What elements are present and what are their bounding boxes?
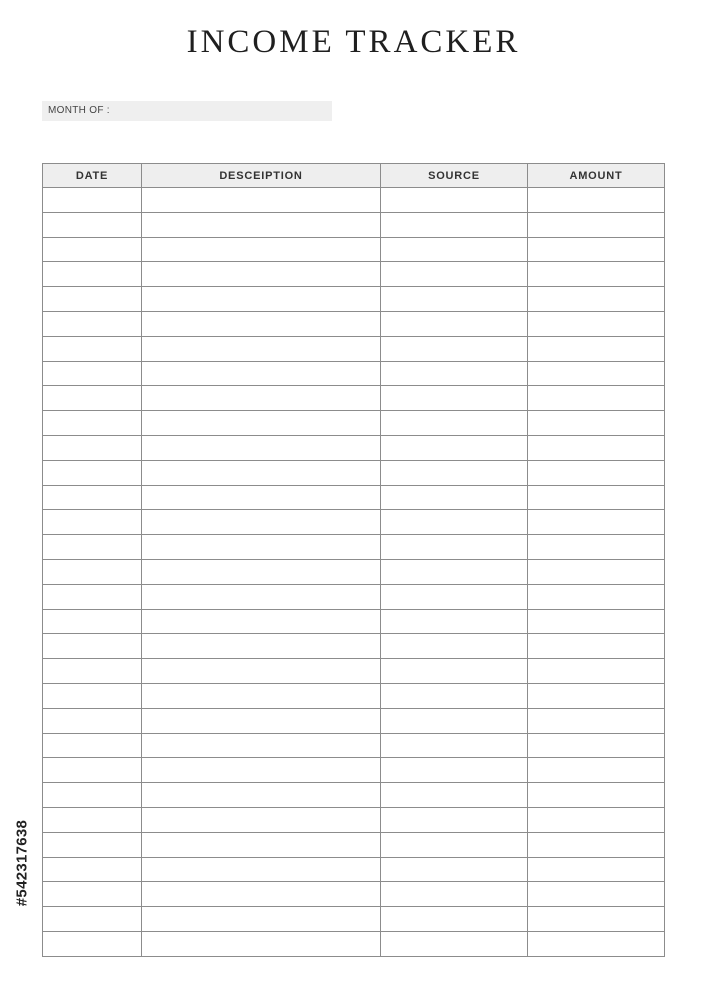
description-cell[interactable] xyxy=(142,634,381,659)
source-cell[interactable] xyxy=(381,262,528,287)
amount-cell[interactable] xyxy=(528,460,665,485)
table-row xyxy=(43,485,665,510)
date-cell[interactable] xyxy=(43,708,142,733)
amount-cell[interactable] xyxy=(528,857,665,882)
description-cell[interactable] xyxy=(142,188,381,213)
source-cell[interactable] xyxy=(381,659,528,684)
date-cell[interactable] xyxy=(43,262,142,287)
table-row xyxy=(43,535,665,560)
description-cell[interactable] xyxy=(142,609,381,634)
amount-cell[interactable] xyxy=(528,609,665,634)
description-cell[interactable] xyxy=(142,683,381,708)
amount-cell[interactable] xyxy=(528,535,665,560)
date-cell[interactable] xyxy=(43,882,142,907)
table-row xyxy=(43,510,665,535)
description-cell[interactable] xyxy=(142,435,381,460)
date-cell[interactable] xyxy=(43,188,142,213)
source-cell[interactable] xyxy=(381,188,528,213)
amount-cell[interactable] xyxy=(528,758,665,783)
amount-cell[interactable] xyxy=(528,832,665,857)
amount-cell[interactable] xyxy=(528,287,665,312)
amount-cell[interactable] xyxy=(528,634,665,659)
table-body xyxy=(43,188,665,957)
description-cell[interactable] xyxy=(142,758,381,783)
date-cell[interactable] xyxy=(43,386,142,411)
description-cell[interactable] xyxy=(142,460,381,485)
table-row xyxy=(43,386,665,411)
amount-cell[interactable] xyxy=(528,559,665,584)
description-cell[interactable] xyxy=(142,411,381,436)
amount-cell[interactable] xyxy=(528,411,665,436)
table-row xyxy=(43,262,665,287)
amount-cell[interactable] xyxy=(528,807,665,832)
date-cell[interactable] xyxy=(43,237,142,262)
source-cell[interactable] xyxy=(381,683,528,708)
description-cell[interactable] xyxy=(142,584,381,609)
amount-cell[interactable] xyxy=(528,907,665,932)
source-cell[interactable] xyxy=(381,931,528,956)
amount-cell[interactable] xyxy=(528,435,665,460)
amount-cell[interactable] xyxy=(528,683,665,708)
date-cell[interactable] xyxy=(43,485,142,510)
date-cell[interactable] xyxy=(43,807,142,832)
amount-cell[interactable] xyxy=(528,659,665,684)
source-cell[interactable] xyxy=(381,386,528,411)
source-cell[interactable] xyxy=(381,237,528,262)
source-cell[interactable] xyxy=(381,758,528,783)
table-row xyxy=(43,361,665,386)
date-cell[interactable] xyxy=(43,287,142,312)
date-cell[interactable] xyxy=(43,758,142,783)
source-cell[interactable] xyxy=(381,708,528,733)
source-cell[interactable] xyxy=(381,435,528,460)
description-cell[interactable] xyxy=(142,783,381,808)
description-cell[interactable] xyxy=(142,659,381,684)
amount-cell[interactable] xyxy=(528,237,665,262)
source-cell[interactable] xyxy=(381,460,528,485)
table-row xyxy=(43,460,665,485)
source-cell[interactable] xyxy=(381,882,528,907)
source-cell[interactable] xyxy=(381,559,528,584)
amount-cell[interactable] xyxy=(528,931,665,956)
description-cell[interactable] xyxy=(142,857,381,882)
column-header-source: SOURCE xyxy=(381,164,528,188)
date-cell[interactable] xyxy=(43,212,142,237)
table-row xyxy=(43,659,665,684)
description-cell[interactable] xyxy=(142,807,381,832)
amount-cell[interactable] xyxy=(528,510,665,535)
table-row xyxy=(43,683,665,708)
table-row xyxy=(43,733,665,758)
table-row xyxy=(43,634,665,659)
amount-cell[interactable] xyxy=(528,336,665,361)
amount-cell[interactable] xyxy=(528,584,665,609)
table-row xyxy=(43,857,665,882)
date-cell[interactable] xyxy=(43,907,142,932)
page-title: INCOME TRACKER xyxy=(186,24,521,60)
amount-cell[interactable] xyxy=(528,361,665,386)
source-cell[interactable] xyxy=(381,634,528,659)
table-row xyxy=(43,311,665,336)
date-cell[interactable] xyxy=(43,931,142,956)
month-field[interactable] xyxy=(42,101,332,121)
amount-cell[interactable] xyxy=(528,212,665,237)
date-cell[interactable] xyxy=(43,832,142,857)
amount-cell[interactable] xyxy=(528,783,665,808)
date-cell[interactable] xyxy=(43,460,142,485)
table-row xyxy=(43,832,665,857)
table-row xyxy=(43,411,665,436)
date-cell[interactable] xyxy=(43,733,142,758)
date-cell[interactable] xyxy=(43,510,142,535)
table-row xyxy=(43,212,665,237)
date-cell[interactable] xyxy=(43,683,142,708)
income-table xyxy=(42,163,665,957)
stock-id-label: #542317638 xyxy=(13,819,31,907)
date-cell[interactable] xyxy=(43,609,142,634)
description-cell[interactable] xyxy=(142,907,381,932)
date-cell[interactable] xyxy=(43,659,142,684)
description-cell[interactable] xyxy=(142,708,381,733)
description-cell[interactable] xyxy=(142,237,381,262)
source-cell[interactable] xyxy=(381,361,528,386)
description-cell[interactable] xyxy=(142,510,381,535)
amount-cell[interactable] xyxy=(528,311,665,336)
date-cell[interactable] xyxy=(43,783,142,808)
description-cell[interactable] xyxy=(142,386,381,411)
description-cell[interactable] xyxy=(142,287,381,312)
amount-cell[interactable] xyxy=(528,386,665,411)
table-row xyxy=(43,287,665,312)
date-cell[interactable] xyxy=(43,311,142,336)
source-cell[interactable] xyxy=(381,783,528,808)
date-cell[interactable] xyxy=(43,361,142,386)
amount-cell[interactable] xyxy=(528,882,665,907)
description-cell[interactable] xyxy=(142,311,381,336)
month-label: MONTH OF : xyxy=(48,105,110,116)
table-row xyxy=(43,559,665,584)
date-cell[interactable] xyxy=(43,857,142,882)
date-cell[interactable] xyxy=(43,336,142,361)
column-header-date: DATE xyxy=(43,164,142,188)
table-row xyxy=(43,435,665,460)
source-cell[interactable] xyxy=(381,411,528,436)
source-cell[interactable] xyxy=(381,807,528,832)
date-cell[interactable] xyxy=(43,411,142,436)
amount-cell[interactable] xyxy=(528,485,665,510)
table-row xyxy=(43,758,665,783)
amount-cell[interactable] xyxy=(528,188,665,213)
date-cell[interactable] xyxy=(43,559,142,584)
table-row xyxy=(43,584,665,609)
description-cell[interactable] xyxy=(142,535,381,560)
source-cell[interactable] xyxy=(381,907,528,932)
table-row xyxy=(43,907,665,932)
table-row xyxy=(43,237,665,262)
description-cell[interactable] xyxy=(142,931,381,956)
table-row xyxy=(43,188,665,213)
source-cell[interactable] xyxy=(381,535,528,560)
source-cell[interactable] xyxy=(381,832,528,857)
source-cell[interactable] xyxy=(381,857,528,882)
description-cell[interactable] xyxy=(142,212,381,237)
amount-cell[interactable] xyxy=(528,708,665,733)
description-cell[interactable] xyxy=(142,262,381,287)
amount-cell[interactable] xyxy=(528,733,665,758)
date-cell[interactable] xyxy=(43,584,142,609)
source-cell[interactable] xyxy=(381,510,528,535)
source-cell[interactable] xyxy=(381,212,528,237)
source-cell[interactable] xyxy=(381,311,528,336)
column-header-description: DESCEIPTION xyxy=(142,164,381,188)
table-header-row xyxy=(43,164,665,188)
source-cell[interactable] xyxy=(381,609,528,634)
amount-cell[interactable] xyxy=(528,262,665,287)
source-cell[interactable] xyxy=(381,336,528,361)
date-cell[interactable] xyxy=(43,634,142,659)
table-row xyxy=(43,807,665,832)
table-row xyxy=(43,609,665,634)
table-row xyxy=(43,783,665,808)
table-row xyxy=(43,336,665,361)
table-row xyxy=(43,708,665,733)
table-row xyxy=(43,882,665,907)
description-cell[interactable] xyxy=(142,733,381,758)
column-header-amount: AMOUNT xyxy=(528,164,665,188)
description-cell[interactable] xyxy=(142,832,381,857)
description-cell[interactable] xyxy=(142,336,381,361)
date-cell[interactable] xyxy=(43,535,142,560)
table-row xyxy=(43,931,665,956)
description-cell[interactable] xyxy=(142,361,381,386)
description-cell[interactable] xyxy=(142,559,381,584)
description-cell[interactable] xyxy=(142,485,381,510)
source-cell[interactable] xyxy=(381,733,528,758)
source-cell[interactable] xyxy=(381,584,528,609)
date-cell[interactable] xyxy=(43,435,142,460)
source-cell[interactable] xyxy=(381,287,528,312)
source-cell[interactable] xyxy=(381,485,528,510)
description-cell[interactable] xyxy=(142,882,381,907)
